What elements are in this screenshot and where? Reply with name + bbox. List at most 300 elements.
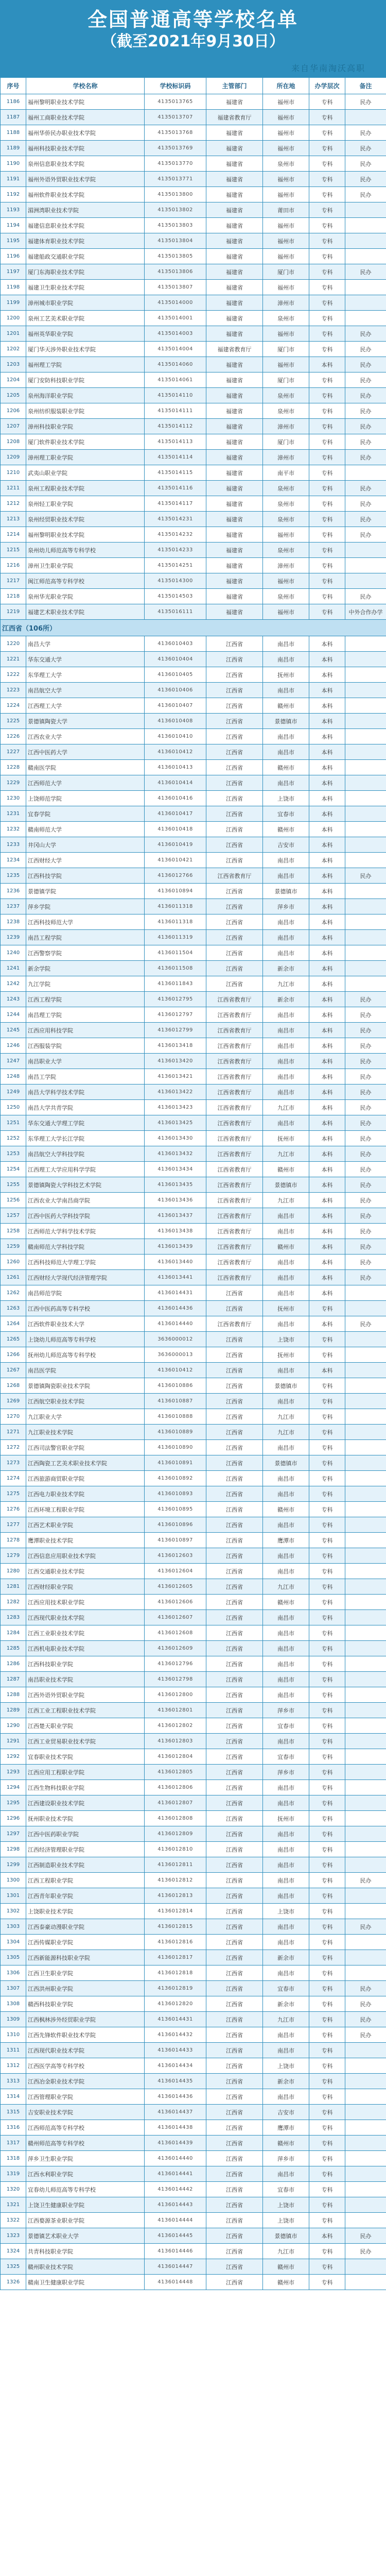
table-row [1, 311, 386, 326]
table-cell: 民办 [345, 1100, 386, 1115]
table-cell: 1288 [1, 1687, 26, 1703]
table-cell: 1301 [1, 1888, 26, 1904]
table-row [1, 992, 386, 1007]
watermark-text: 来自华南淘沃高职 [291, 63, 365, 73]
table-row [1, 2012, 386, 2027]
table-row [1, 172, 386, 187]
table-cell: 本科 [309, 1146, 345, 1162]
table-cell: 1304 [1, 1935, 26, 1950]
table-cell: 民办 [345, 1208, 386, 1224]
table-cell: 本科 [309, 1255, 345, 1270]
table-cell: 1317 [1, 2136, 26, 2151]
table-cell: 专科 [309, 1486, 345, 1502]
table-cell: 南昌市 [263, 1780, 309, 1795]
table-cell: 江西省 [206, 1935, 263, 1950]
table-cell: 民办 [345, 1981, 386, 1996]
table-cell: 赣州市 [263, 2275, 309, 2290]
table-cell: 漳州市 [263, 295, 309, 311]
column-header: 所在地 [263, 78, 309, 94]
table-cell: 1294 [1, 1780, 26, 1795]
table-cell: 本科 [309, 1162, 345, 1177]
table-cell: 1218 [1, 589, 26, 604]
table-cell: 民办 [345, 342, 386, 357]
table-cell: 1312 [1, 2058, 26, 2074]
table-cell: 江西省 [206, 683, 263, 698]
table-cell: 1197 [1, 264, 26, 280]
table-cell: 泉州华光职业学院 [26, 589, 145, 604]
table-row [1, 1749, 386, 1765]
table-cell: 福建船政交通职业学院 [26, 249, 145, 264]
table-cell: 本科 [309, 683, 345, 698]
table-cell: 江西省 [206, 1455, 263, 1471]
table-cell: 萍乡市 [263, 2151, 309, 2166]
table-cell: 4136012814 [145, 1904, 206, 1919]
table-cell: 民办 [345, 1162, 386, 1177]
table-cell: 江西省 [206, 667, 263, 683]
table-cell [345, 2058, 386, 2074]
table-cell: 1299 [1, 1857, 26, 1873]
table-cell [345, 2043, 386, 2058]
table-row [1, 683, 386, 698]
table-cell: 漳州城市职业学院 [26, 295, 145, 311]
table-cell: 九江市 [263, 976, 309, 992]
table-row [1, 636, 386, 652]
table-cell: 1216 [1, 558, 26, 573]
table-cell: 江西省教育厅 [206, 1100, 263, 1115]
table-cell: 江西理工大学应用科学学院 [26, 1162, 145, 1177]
table-cell: 1292 [1, 1749, 26, 1765]
table-cell: 4136013420 [145, 1054, 206, 1069]
table-row [1, 1146, 386, 1162]
table-cell: 新余市 [263, 961, 309, 976]
table-cell [345, 1378, 386, 1394]
table-cell: 1242 [1, 976, 26, 992]
table-cell: 南昌市 [263, 1440, 309, 1455]
table-cell [345, 2182, 386, 2197]
table-cell [345, 1471, 386, 1486]
table-cell: 江西理工大学 [26, 698, 145, 714]
table-row [1, 1208, 386, 1224]
table-row [1, 1239, 386, 1255]
table-cell: 萍乡市 [263, 1765, 309, 1780]
table-cell: 九江市 [263, 2012, 309, 2027]
table-row [1, 419, 386, 434]
table-cell: 专科 [309, 1471, 345, 1486]
table-cell [345, 698, 386, 714]
table-row [1, 481, 386, 496]
table-cell: 江西省 [206, 2105, 263, 2120]
table-cell: 江西省 [206, 2182, 263, 2197]
table-cell: 1232 [1, 822, 26, 837]
table-row [1, 1486, 386, 1502]
table-cell: 南昌市 [263, 1255, 309, 1270]
table-cell: 4136014436 [145, 2089, 206, 2105]
table-cell: 1271 [1, 1425, 26, 1440]
table-cell [345, 2136, 386, 2151]
table-cell: 江西省 [206, 2120, 263, 2136]
table-cell: 4136012819 [145, 1981, 206, 1996]
table-cell: 4135014110 [145, 388, 206, 403]
table-cell: 泉州市 [263, 543, 309, 558]
table-cell: 1297 [1, 1826, 26, 1842]
table-cell: 1309 [1, 2012, 26, 2027]
table-cell: 专科 [309, 187, 345, 202]
table-cell: 江西航空职业技术学院 [26, 1394, 145, 1409]
table-cell: 专科 [309, 558, 345, 573]
table-cell: 专科 [309, 1780, 345, 1795]
table-row [1, 714, 386, 729]
table-cell: 赣州市 [263, 1239, 309, 1255]
table-cell: 专科 [309, 2182, 345, 2197]
table-cell: 江西经济管理职业学院 [26, 1842, 145, 1857]
table-cell: 专科 [309, 419, 345, 434]
table-cell: 1267 [1, 1363, 26, 1378]
table-cell: 江西省 [206, 1888, 263, 1904]
table-cell: 专科 [309, 1301, 345, 1316]
table-cell: 专科 [309, 604, 345, 620]
table-cell: 民办 [345, 1316, 386, 1332]
table-cell: 4136014441 [145, 2166, 206, 2182]
table-cell: 本科 [309, 729, 345, 744]
table-cell: 上饶师范学院 [26, 791, 145, 806]
table-cell: 南昌大学科学技术学院 [26, 1084, 145, 1100]
column-header: 主管部门 [206, 78, 263, 94]
table-cell: 南昌市 [263, 1857, 309, 1873]
table-cell: 江西省 [206, 1610, 263, 1625]
table-cell: 南昌市 [263, 744, 309, 760]
table-cell: 专科 [309, 1672, 345, 1687]
table-cell: 1213 [1, 512, 26, 527]
table-cell: 1224 [1, 698, 26, 714]
table-cell: 九江职业技术学院 [26, 1425, 145, 1440]
table-row [1, 1625, 386, 1641]
table-cell: 1296 [1, 1811, 26, 1826]
table-cell: 宜春幼儿师范高等专科学校 [26, 2182, 145, 2197]
table-cell: 江西财经大学 [26, 853, 145, 868]
table-cell: 1285 [1, 1641, 26, 1656]
table-cell: 1256 [1, 1193, 26, 1208]
table-cell: 4136012605 [145, 1579, 206, 1595]
table-row [1, 2197, 386, 2213]
table-cell: 专科 [309, 1425, 345, 1440]
table-cell: 江西省 [206, 2213, 263, 2228]
table-cell: 专科 [309, 496, 345, 512]
table-cell: 江西现代职业技术学院 [26, 2043, 145, 2058]
table-cell: 江西省 [206, 2089, 263, 2105]
table-cell: 1220 [1, 636, 26, 652]
table-cell: 江西中医药大学 [26, 744, 145, 760]
table-row [1, 280, 386, 295]
table-cell: 江西省 [206, 1687, 263, 1703]
table-cell: 专科 [309, 2012, 345, 2027]
table-cell: 4135013765 [145, 94, 206, 110]
table-cell [345, 543, 386, 558]
table-cell: 专科 [309, 543, 345, 558]
table-cell: 江西省教育厅 [206, 1038, 263, 1054]
table-cell: 景德镇艺术职业大学 [26, 2228, 145, 2244]
table-cell: 江西水利职业学院 [26, 2166, 145, 2182]
table-cell: 泉州市 [263, 388, 309, 403]
table-row [1, 1595, 386, 1610]
table-cell: 4136012798 [145, 1672, 206, 1687]
page-title: 全国普通高等学校名单 [87, 8, 299, 31]
table-cell: 1315 [1, 2105, 26, 2120]
table-cell: 南昌航空大学科技学院 [26, 1146, 145, 1162]
table-cell: 江西软件职业技术大学 [26, 1316, 145, 1332]
table-cell: 华东交通大学 [26, 652, 145, 667]
table-cell: 南昌大学共青学院 [26, 1100, 145, 1115]
table-cell: 民办 [345, 1255, 386, 1270]
table-cell: 1234 [1, 853, 26, 868]
table-cell [345, 760, 386, 775]
table-cell: 江西省教育厅 [206, 1270, 263, 1285]
table-cell: 专科 [309, 2089, 345, 2105]
table-cell: 赣州师范高等专科学校 [26, 2136, 145, 2151]
table-cell: 1196 [1, 249, 26, 264]
table-cell: 1247 [1, 1054, 26, 1069]
table-cell: 福建省 [206, 94, 263, 110]
table-cell: 1268 [1, 1378, 26, 1394]
table-cell: 福州黎明职业技术学院 [26, 527, 145, 543]
table-cell [345, 2120, 386, 2136]
table-cell: 南昌职业大学 [26, 1054, 145, 1069]
table-row [1, 2182, 386, 2197]
table-cell [345, 1486, 386, 1502]
table-cell: 专科 [309, 326, 345, 342]
table-cell: 专科 [309, 2151, 345, 2166]
table-cell [345, 1301, 386, 1316]
table-cell [345, 558, 386, 573]
table-cell: 泉州纺织服装职业学院 [26, 403, 145, 419]
table-cell: 专科 [309, 2105, 345, 2120]
table-cell: 4136010414 [145, 775, 206, 791]
table-cell: 泉州市 [263, 156, 309, 172]
table-row [1, 1548, 386, 1564]
table-cell: 新余市 [263, 1996, 309, 2012]
table-cell: 4136012802 [145, 1718, 206, 1734]
table-cell: 4136012806 [145, 1780, 206, 1795]
table-cell: 上饶幼儿师范高等专科学校 [26, 1332, 145, 1347]
table-cell: 4135014231 [145, 512, 206, 527]
table-row [1, 388, 386, 403]
table-cell: 专科 [309, 141, 345, 156]
table-cell: 泉州工艺美术职业学院 [26, 311, 145, 326]
table-row [1, 527, 386, 543]
table-cell: 专科 [309, 1873, 345, 1888]
table-cell: 江西生物科技职业学院 [26, 1780, 145, 1795]
table-cell: 江西新能源科技职业学院 [26, 1950, 145, 1965]
table-row [1, 1517, 386, 1533]
table-cell: 4136010894 [145, 884, 206, 899]
column-header: 办学层次 [309, 78, 345, 94]
table-cell [345, 899, 386, 914]
table-row [1, 791, 386, 806]
table-cell: 江西省 [206, 1440, 263, 1455]
table-cell: 江西省 [206, 652, 263, 667]
table-cell: 1188 [1, 125, 26, 141]
table-cell: 南昌市 [263, 2027, 309, 2043]
table-row [1, 744, 386, 760]
table-cell: 1323 [1, 2228, 26, 2244]
column-header: 序号 [1, 78, 26, 94]
table-row [1, 775, 386, 791]
table-cell: 江西省 [206, 2166, 263, 2182]
table-row [1, 1162, 386, 1177]
table-row [1, 2089, 386, 2105]
table-cell: 民办 [345, 403, 386, 419]
table-cell [345, 218, 386, 233]
table-cell [345, 775, 386, 791]
table-cell: 江西省 [206, 2197, 263, 2213]
table-cell: 江西省 [206, 945, 263, 961]
table-cell: 江西省 [206, 1919, 263, 1935]
table-cell: 民办 [345, 94, 386, 110]
table-cell: 4136013434 [145, 1162, 206, 1177]
table-cell: 本科 [309, 1115, 345, 1131]
table-cell: 专科 [309, 450, 345, 465]
table-cell [345, 1610, 386, 1625]
table-cell: 宜春市 [263, 1718, 309, 1734]
table-cell: 4136010886 [145, 1378, 206, 1394]
table-cell: 4135014060 [145, 357, 206, 372]
table-cell: 江西省 [206, 1409, 263, 1425]
table-cell [345, 2275, 386, 2290]
table-cell [345, 1363, 386, 1378]
table-cell [345, 1425, 386, 1440]
table-cell: 民办 [345, 2027, 386, 2043]
table-cell [345, 1826, 386, 1842]
table-cell: 赣州市 [263, 698, 309, 714]
table-cell: 专科 [309, 1440, 345, 1455]
table-cell: 1325 [1, 2259, 26, 2275]
table-cell: 1284 [1, 1625, 26, 1641]
table-cell [345, 636, 386, 652]
table-cell: 1211 [1, 481, 26, 496]
table-cell: 4136014443 [145, 2197, 206, 2213]
table-cell: 吉安职业技术学院 [26, 2105, 145, 2120]
table-cell: 南昌市 [263, 868, 309, 884]
table-cell: 专科 [309, 249, 345, 264]
table-cell: 专科 [309, 1950, 345, 1965]
table-cell: 民办 [345, 1996, 386, 2012]
table-cell: 南昌市 [263, 1316, 309, 1332]
table-cell: 景德镇市 [263, 714, 309, 729]
table-cell [345, 1904, 386, 1919]
table-cell: 专科 [309, 1394, 345, 1409]
table-row [1, 1115, 386, 1131]
table-cell: 本科 [309, 1316, 345, 1332]
table-cell: 民办 [345, 527, 386, 543]
table-cell: 1243 [1, 992, 26, 1007]
table-cell: 4136010890 [145, 1440, 206, 1455]
table-cell: 1303 [1, 1919, 26, 1935]
table-cell: 赣州市 [263, 1502, 309, 1517]
table-cell: 1269 [1, 1394, 26, 1409]
table-cell: 民办 [345, 1224, 386, 1239]
table-cell: 本科 [309, 914, 345, 930]
table-cell: 民办 [345, 992, 386, 1007]
table-cell: 宜春职业技术学院 [26, 1749, 145, 1765]
table-cell [345, 961, 386, 976]
table-cell: 福建省 [206, 202, 263, 218]
table-cell: 专科 [309, 1749, 345, 1765]
table-row [1, 1316, 386, 1332]
table-cell: 福建信息职业技术学院 [26, 218, 145, 233]
table-cell: 1283 [1, 1610, 26, 1625]
table-cell: 江西科技职业学院 [26, 1656, 145, 1672]
table-cell: 江西省 [206, 837, 263, 853]
table-cell: 江西省 [206, 1904, 263, 1919]
table-cell: 4136010407 [145, 698, 206, 714]
table-cell: 民办 [345, 2012, 386, 2027]
table-row [1, 233, 386, 249]
table-cell: 江西省 [206, 744, 263, 760]
table-cell: 专科 [309, 1996, 345, 2012]
table-cell: 本科 [309, 992, 345, 1007]
table-cell: 4136012801 [145, 1703, 206, 1718]
table-cell: 4136010893 [145, 1486, 206, 1502]
table-cell: 福州科技职业技术学院 [26, 141, 145, 156]
table-cell: 1228 [1, 760, 26, 775]
table-cell: 南昌市 [263, 1919, 309, 1935]
table-cell [345, 1533, 386, 1548]
table-cell: 福建省 [206, 450, 263, 465]
table-cell: 江西省 [206, 806, 263, 822]
table-cell: 4136013436 [145, 1193, 206, 1208]
table-cell: 专科 [309, 2259, 345, 2275]
table-cell [345, 976, 386, 992]
table-cell: 南昌市 [263, 945, 309, 961]
table-cell: 江西省 [206, 2151, 263, 2166]
table-cell: 4136010897 [145, 1533, 206, 1548]
table-cell: 4136012803 [145, 1734, 206, 1749]
table-cell [345, 2259, 386, 2275]
table-row [1, 2213, 386, 2228]
table-cell: 专科 [309, 1718, 345, 1734]
table-cell [345, 1935, 386, 1950]
table-row [1, 1904, 386, 1919]
table-cell: 江西省 [206, 2058, 263, 2074]
table-row [1, 2120, 386, 2136]
table-cell: 专科 [309, 527, 345, 543]
table-cell [345, 930, 386, 945]
table-cell: 专科 [309, 1703, 345, 1718]
table-cell: 专科 [309, 2074, 345, 2089]
table-cell: 江西电力职业技术学院 [26, 1486, 145, 1502]
table-cell: 1223 [1, 683, 26, 698]
table-row [1, 1270, 386, 1285]
table-cell: 1280 [1, 1564, 26, 1579]
table-cell: 江西省 [206, 714, 263, 729]
table-cell: 1238 [1, 914, 26, 930]
table-cell: 4136013418 [145, 1038, 206, 1054]
table-row [1, 2136, 386, 2151]
table-cell: 4136013435 [145, 1177, 206, 1193]
table-cell: 专科 [309, 1687, 345, 1703]
table-cell [345, 1625, 386, 1641]
table-cell: 江西洪州职业学院 [26, 1981, 145, 1996]
table-cell: 江西省 [206, 1425, 263, 1440]
table-cell [345, 1641, 386, 1656]
page-subtitle: （截至2021年9月30日） [101, 32, 285, 50]
table-cell: 专科 [309, 156, 345, 172]
table-cell: 4136012809 [145, 1826, 206, 1842]
table-cell: 福建省 [206, 419, 263, 434]
table-cell: 4136012608 [145, 1625, 206, 1641]
table-cell: 南昌市 [263, 1285, 309, 1301]
table-cell: 厦门市 [263, 264, 309, 280]
table-cell: 江西省 [206, 853, 263, 868]
